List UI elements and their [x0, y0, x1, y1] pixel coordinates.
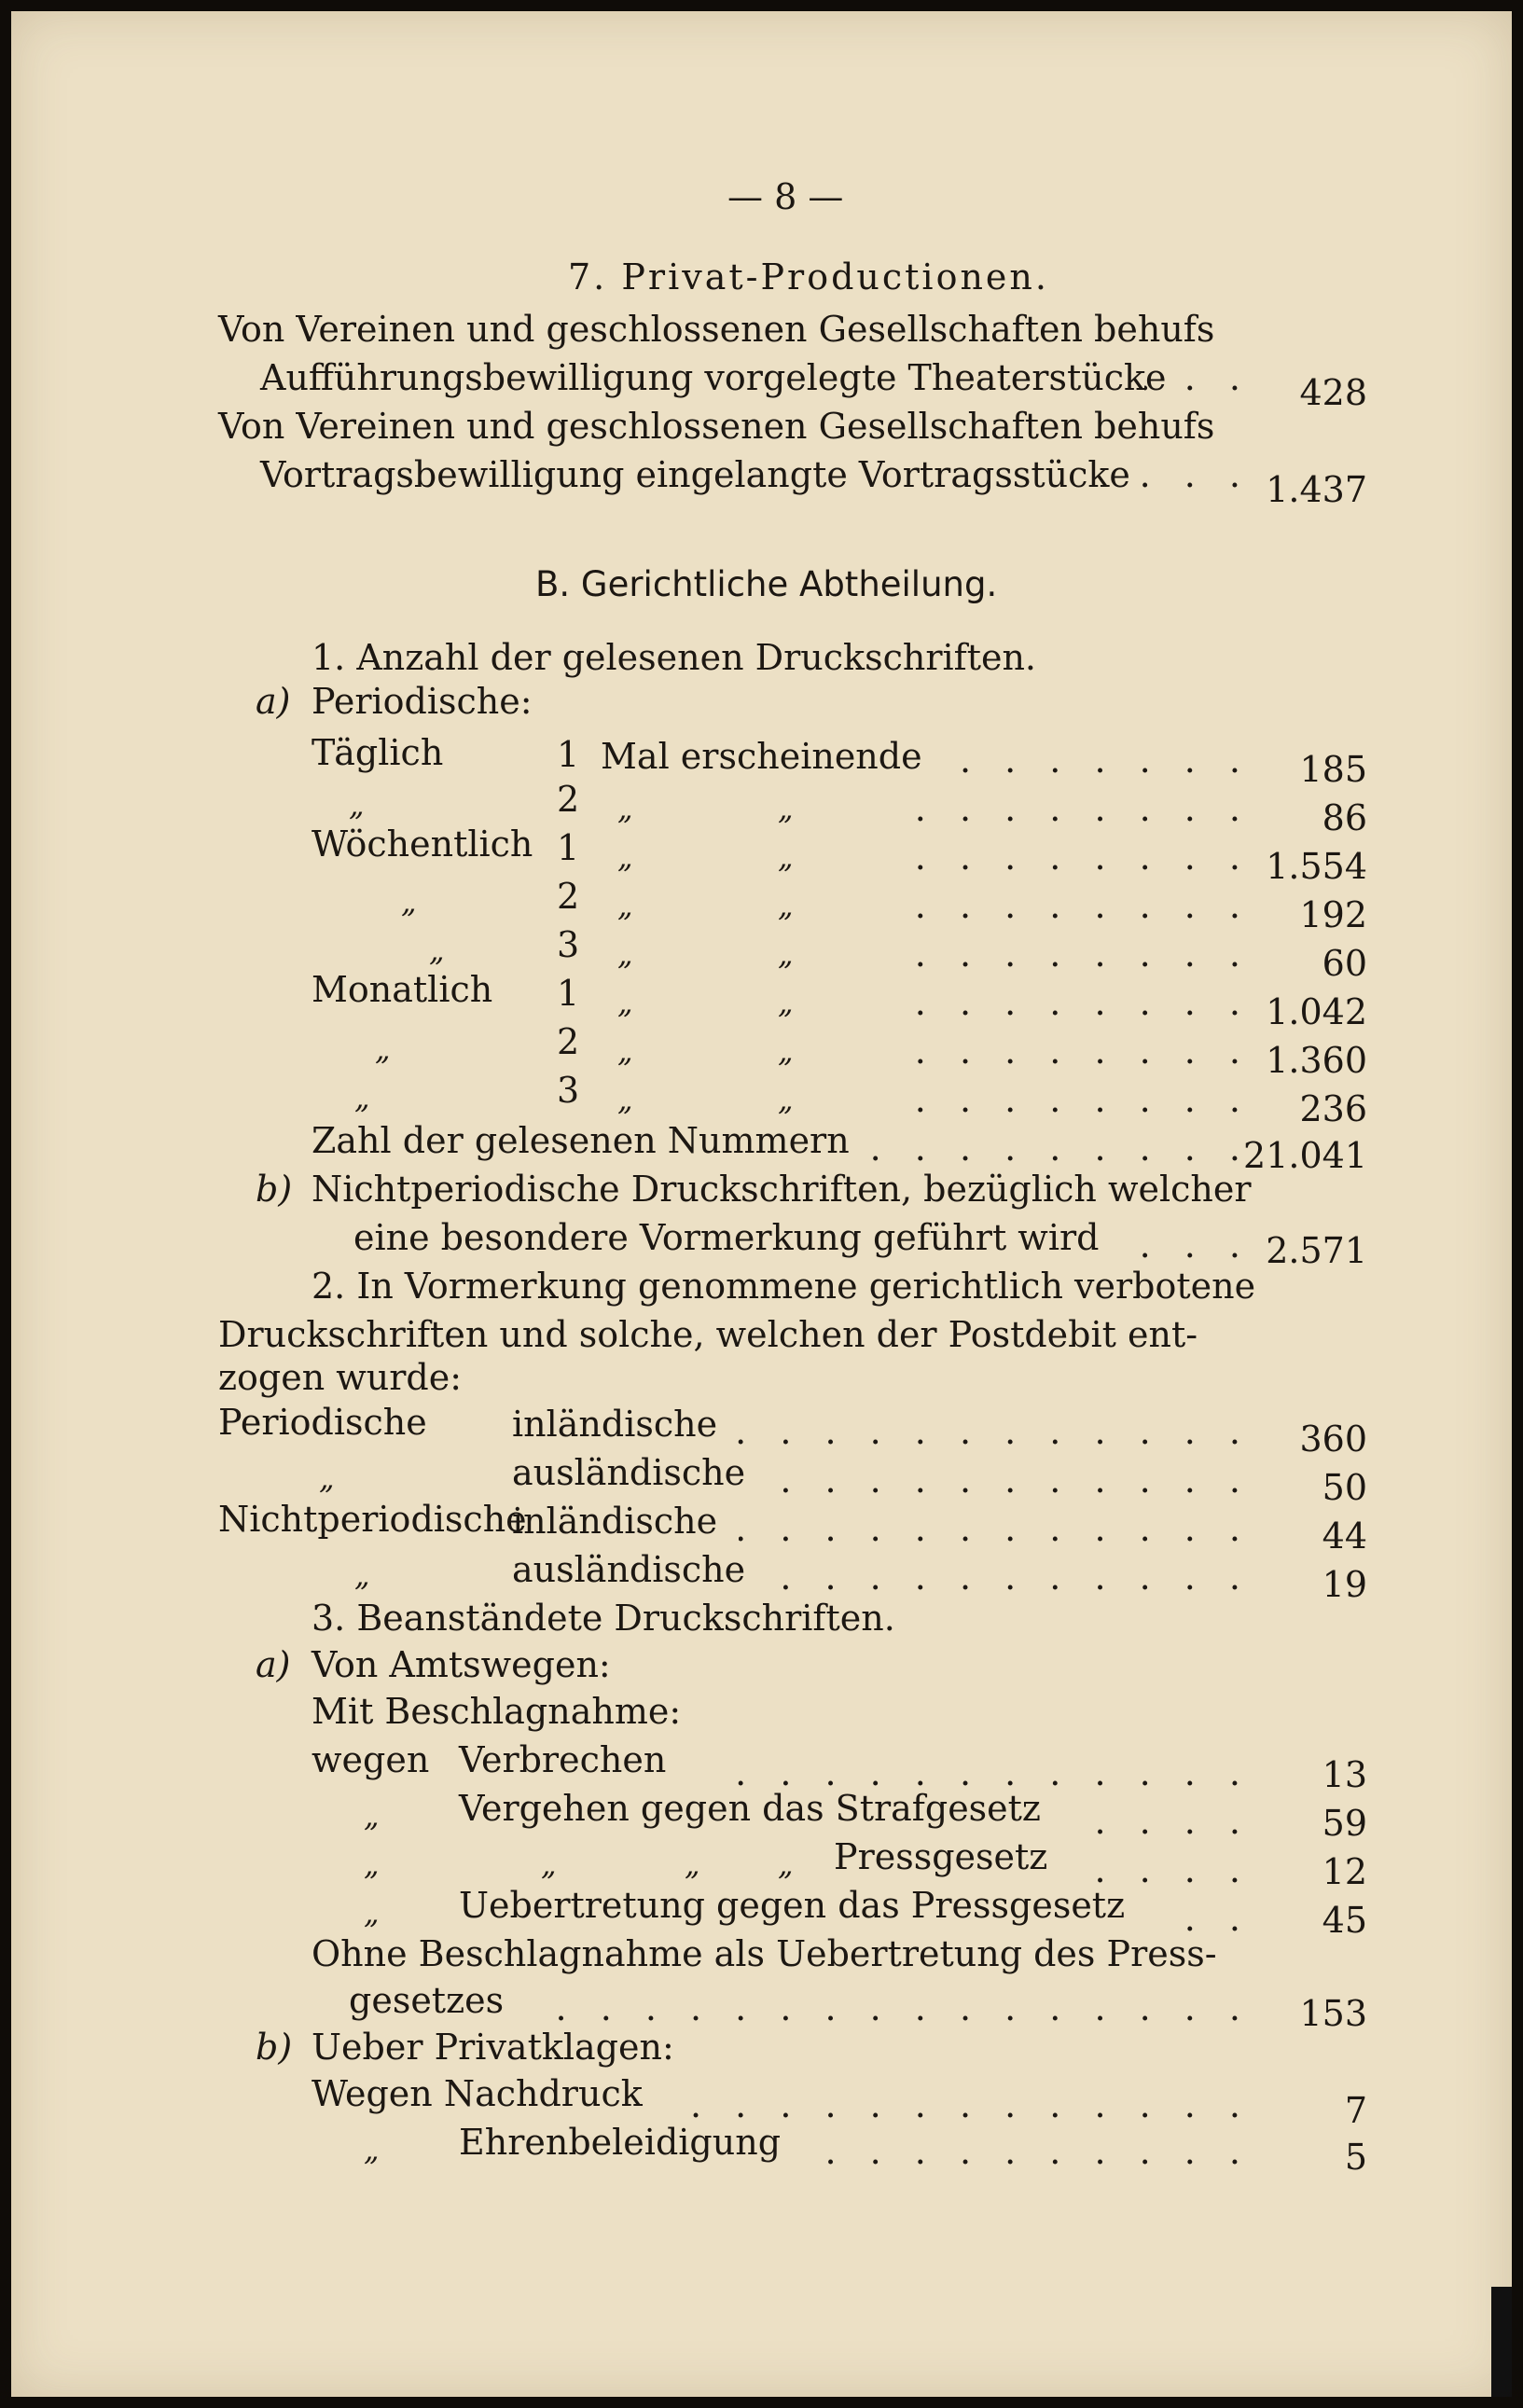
s2-line-3: zogen wurde: — [218, 1357, 463, 1398]
b-line-1: Nichtperiodische Druckschriften, bezüglich welcher — [312, 1169, 1252, 1210]
leader-dots — [762, 1459, 1252, 1502]
ditto-mark: „ — [364, 1847, 380, 1882]
amtswegen-label: Von Amtswegen: — [312, 1644, 611, 1685]
sec7-line-3: Von Vereinen und geschlossenen Gesellschaften behufs — [218, 406, 1215, 447]
row-value: 1.042 — [1266, 991, 1367, 1032]
row-value: 185 — [1299, 749, 1367, 790]
ehrenbeleidigung-label: Ehrenbeleidigung — [459, 2122, 782, 2163]
s2-row-kind: inländische — [512, 1404, 718, 1445]
nachdruck-value: 7 — [1344, 2090, 1367, 2131]
ditto-mark: „ — [617, 888, 633, 923]
mit-beschlagnahme-label: Mit Beschlagnahme: — [312, 1691, 682, 1732]
s2-row-value: 44 — [1322, 1515, 1367, 1557]
ditto-mark: „ — [401, 884, 417, 920]
b-value: 2.571 — [1266, 1230, 1367, 1271]
verbrechen-label: Verbrechen — [459, 1739, 667, 1780]
ehrenbeleidigung-value: 5 — [1344, 2137, 1367, 2178]
leader-dots — [762, 1556, 1252, 1598]
marker-a: a) — [256, 1644, 291, 1685]
ditto-mark: „ — [778, 839, 794, 875]
sec7-line-4: Vortragsbewilligung eingelangte Vortragsstücke — [260, 454, 1130, 495]
uebertretung-value: 45 — [1322, 1900, 1367, 1941]
s2-row-kind: inländische — [512, 1501, 718, 1542]
uebertretung-label: Uebertretung gegen das Pressgesetz — [459, 1885, 1126, 1926]
ditto-mark: „ — [778, 1033, 794, 1069]
ditto-mark: „ — [617, 1033, 633, 1069]
row-value: 60 — [1322, 943, 1367, 984]
vergehen-value: 59 — [1322, 1803, 1367, 1844]
marker-b: b) — [256, 1169, 293, 1210]
ditto-mark: „ — [364, 2132, 380, 2167]
zahl-label: Zahl der gelesenen Nummern — [312, 1120, 850, 1161]
pressgesetz-value: 12 — [1322, 1851, 1367, 1892]
ditto-mark: „ — [364, 1895, 380, 1931]
leader-dots — [725, 1410, 1252, 1453]
row-value: 236 — [1299, 1088, 1367, 1129]
s2-row-value: 50 — [1322, 1467, 1367, 1508]
marker-a: a) — [256, 681, 291, 722]
row-count: 2 — [557, 779, 580, 820]
ditto-mark: „ — [617, 791, 633, 826]
s2-row-kind: ausländische — [512, 1549, 746, 1590]
leader-dots — [533, 1986, 1252, 2029]
ditto-mark: „ — [778, 791, 794, 826]
ohne-line-1: Ohne Beschlagnahme als Uebertretung des Press- — [312, 1933, 1217, 1974]
row-count: 1 — [557, 734, 580, 775]
row-count: 3 — [557, 924, 580, 965]
value-vortragsstuecke: 1.437 — [1266, 469, 1367, 510]
section-b-heading: B. Gerichtliche Abtheilung. — [535, 564, 998, 604]
ditto-mark: „ — [778, 985, 794, 1020]
row-count: 1 — [557, 973, 580, 1014]
sec7-line-1: Von Vereinen und geschlossenen Gesellschaften behufs — [218, 309, 1215, 350]
ohne-value: 153 — [1299, 1993, 1367, 2034]
s2-line-2: Druckschriften und solche, welchen der Postdebit ent- — [218, 1314, 1198, 1355]
nachdruck-label: Wegen Nachdruck — [312, 2073, 643, 2114]
s2-row-value: 19 — [1322, 1564, 1367, 1605]
s2-row-label: Periodische — [218, 1402, 427, 1443]
ditto-mark: „ — [617, 936, 633, 972]
ditto-mark: „ — [354, 1557, 370, 1593]
row-value: 192 — [1299, 894, 1367, 935]
ditto-mark: „ — [354, 1080, 370, 1115]
row-count: 3 — [557, 1070, 580, 1111]
value-theaterstuecke: 428 — [1299, 372, 1367, 413]
subsection-3-title: 3. Beanständete Druckschriften. — [312, 1598, 895, 1639]
ditto-mark: „ — [617, 985, 633, 1020]
ditto-mark: „ — [778, 888, 794, 923]
row-value: 1.554 — [1266, 846, 1367, 887]
periodische-label: Periodische: — [312, 681, 533, 722]
row-label: Täglich — [312, 732, 444, 773]
ohne-line-2: gesetzes — [349, 1980, 505, 2021]
ditto-mark: „ — [319, 1460, 335, 1496]
page-number: — 8 — — [727, 176, 844, 217]
row-label: Wöchentlich — [312, 823, 533, 865]
ditto-mark: „ — [375, 1031, 391, 1067]
vergehen-label: Vergehen gegen das Strafgesetz — [459, 1788, 1041, 1829]
row-count: 1 — [557, 827, 580, 868]
privatklagen-label: Ueber Privatklagen: — [312, 2027, 674, 2068]
zahl-value: 21.041 — [1243, 1135, 1367, 1176]
ditto-mark: „ — [541, 1847, 557, 1882]
s2-line-1: 2. In Vormerkung genommene gerichtlich verbotene — [312, 1266, 1256, 1307]
ditto-mark: „ — [429, 933, 445, 968]
s2-row-kind: ausländische — [512, 1452, 746, 1493]
row-value: 86 — [1322, 797, 1367, 838]
ditto-mark: „ — [778, 1082, 794, 1117]
row-text: Mal erscheinende — [601, 736, 922, 777]
ditto-mark: „ — [617, 839, 633, 875]
b-line-2: eine besondere Vormerkung geführt wird — [353, 1217, 1100, 1258]
wegen-label: wegen — [312, 1739, 430, 1780]
ditto-mark: „ — [778, 936, 794, 972]
row-label: Monatlich — [312, 969, 493, 1010]
s2-row-label: Nichtperiodische — [218, 1499, 527, 1540]
verbrechen-value: 13 — [1322, 1754, 1367, 1795]
ditto-mark: „ — [685, 1847, 700, 1882]
section-7-title: 7. Privat-Productionen. — [568, 256, 1049, 298]
page-edge-shadow — [1491, 2287, 1512, 2397]
sec7-line-2: Aufführungsbewilligung vorgelegte Theaterstücke — [260, 357, 1167, 398]
ditto-mark: „ — [617, 1082, 633, 1117]
book-page — [11, 11, 1512, 2397]
ditto-mark: „ — [778, 1847, 794, 1882]
ditto-mark: „ — [364, 1798, 380, 1834]
marker-b: b) — [256, 2027, 293, 2068]
row-count: 2 — [557, 1021, 580, 1062]
s2-row-value: 360 — [1299, 1419, 1367, 1460]
row-count: 2 — [557, 876, 580, 917]
subsection-1-title: 1. Anzahl der gelesenen Druckschriften. — [312, 637, 1037, 678]
leader-dots — [739, 1507, 1252, 1550]
ditto-mark: „ — [349, 787, 365, 823]
row-value: 1.360 — [1266, 1040, 1367, 1081]
pressgesetz-label: Pressgesetz — [834, 1836, 1048, 1877]
